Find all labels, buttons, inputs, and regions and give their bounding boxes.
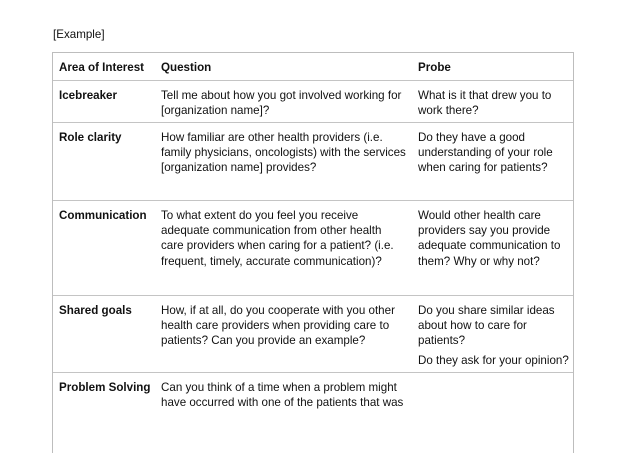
table-row xyxy=(53,123,573,201)
question-cell xyxy=(161,88,416,118)
area-cell: Shared goals xyxy=(59,304,132,317)
text-line: Do they have a good xyxy=(418,131,525,144)
text-line: Tell me about how you got involved working for xyxy=(161,89,402,102)
area-cell: Communication xyxy=(59,209,147,222)
probe-cell xyxy=(418,208,573,269)
probe-cell xyxy=(418,303,573,368)
table-row xyxy=(53,296,573,373)
interview-guide-table xyxy=(52,52,574,453)
area-cell: Role clarity xyxy=(59,131,122,144)
text-line: To what extent do you feel you receive xyxy=(161,209,359,222)
header-question: Question xyxy=(161,61,212,74)
table-header-row xyxy=(53,53,573,81)
text-line: patients? Can you provide an example? xyxy=(161,334,366,348)
text-line: when caring for patients? xyxy=(418,161,548,175)
text-line: How familiar are other health providers (i.e. xyxy=(161,131,383,144)
text-line: work there? xyxy=(418,104,479,118)
table-row xyxy=(53,81,573,123)
text-line: Do they ask for your opinion? xyxy=(418,353,569,367)
probe-cell xyxy=(418,88,573,118)
text-line: How, if at all, do you cooperate with you other xyxy=(161,304,395,317)
question-cell xyxy=(161,303,416,349)
area-cell: Icebreaker xyxy=(59,89,118,102)
text-line: patients? xyxy=(418,334,466,348)
text-line: have occurred with one of the patients that was xyxy=(161,396,404,410)
table-row xyxy=(53,373,573,463)
text-line: What is it that drew you to xyxy=(418,89,552,102)
text-line: [organization name] provides? xyxy=(161,161,317,175)
table-row xyxy=(53,201,573,296)
text-line: frequent, timely, accurate communication)? xyxy=(161,254,382,268)
text-line: Do you share similar ideas xyxy=(418,304,555,317)
area-cell: Problem Solving xyxy=(59,381,151,394)
text-line: family physicians, oncologists) with the services xyxy=(161,146,406,160)
text-line: about how to care for xyxy=(418,319,527,333)
text-line: [organization name]? xyxy=(161,104,270,118)
header-probe: Probe xyxy=(418,61,451,74)
text-line: care providers when caring for a patient? (i.e. xyxy=(161,239,394,253)
text-line: adequate communication to xyxy=(418,239,561,253)
probe-cell xyxy=(418,130,573,176)
question-cell xyxy=(161,130,416,176)
text-line: providers say you provide xyxy=(418,224,551,238)
text-line: health care providers when providing care to xyxy=(161,319,390,333)
header-area: Area of Interest xyxy=(59,61,145,74)
text-line: them? Why or why not? xyxy=(418,254,540,268)
text-line: understanding of your role xyxy=(418,146,553,160)
text-line: Can you think of a time when a problem might xyxy=(161,381,397,394)
text-line: adequate communication from other health xyxy=(161,224,382,238)
question-cell xyxy=(161,208,416,269)
text-line: Would other health care xyxy=(418,209,541,222)
example-caption: [Example] xyxy=(53,28,105,41)
